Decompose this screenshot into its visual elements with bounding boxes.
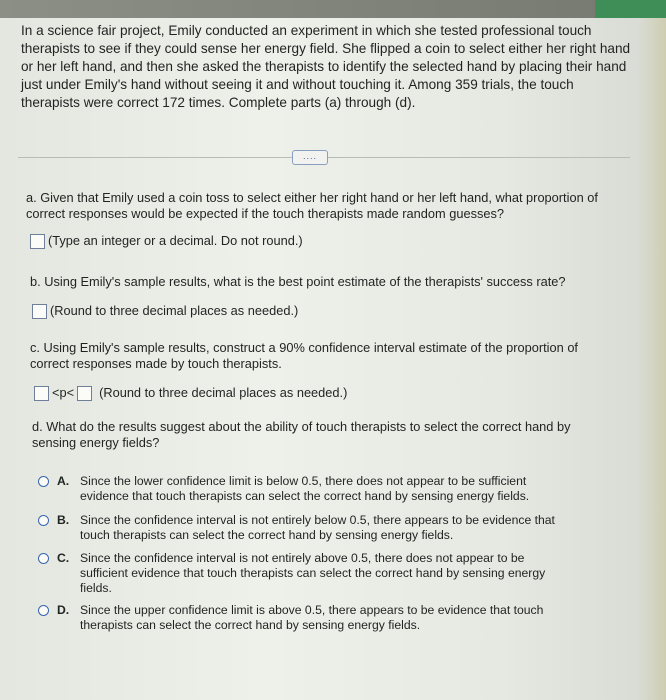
interval-operator: <p< bbox=[52, 385, 75, 400]
option-b-letter: B. bbox=[57, 513, 70, 527]
option-d-letter: D. bbox=[57, 603, 70, 617]
option-a-letter: A. bbox=[57, 474, 70, 488]
answer-b-input[interactable] bbox=[32, 304, 47, 319]
option-a-radio[interactable] bbox=[38, 476, 49, 487]
option-d-text: Since the upper confidence limit is above 0.5, there appears to be evidence that touch therapists can select the correct hand by sensing energy fields. bbox=[80, 603, 544, 632]
answer-c-hint: (Round to three decimal places as needed.) bbox=[99, 385, 348, 400]
option-c-radio[interactable] bbox=[38, 553, 49, 564]
answer-b-row bbox=[32, 303, 298, 319]
question-b: b. Using Emily's sample results, what is the best point estimate of the therapists' success rate? bbox=[30, 274, 566, 289]
expand-button[interactable]: .... bbox=[292, 150, 328, 165]
question-c: c. Using Emily's sample results, construct a 90% confidence interval estimate of the proportion of correct responses made by touch therapists. bbox=[30, 340, 578, 371]
option-b-text: Since the confidence interval is not entirely below 0.5, there appears to be evidence that touch therapists can select the correct hand by sensing energy fields. bbox=[80, 513, 555, 542]
question-a: a. Given that Emily used a coin toss to select either her right hand or her left hand, what proportion of correct responses would be expected if the touch therapists made random guesses? bbox=[26, 190, 598, 221]
answer-b-hint: (Round to three decimal places as needed.) bbox=[50, 303, 299, 318]
answer-c-lower-input[interactable] bbox=[34, 386, 49, 401]
answer-c-upper-input[interactable] bbox=[77, 386, 92, 401]
answer-c-row bbox=[34, 385, 347, 401]
option-c-letter: C. bbox=[57, 551, 70, 565]
edge-shading bbox=[638, 18, 666, 700]
problem-statement: In a science fair project, Emily conducted an experiment in which she tested professional touch therapists to see if they could sense her energy field. She flipped a coin to select either her right hand or her left hand, and then she asked the therapists to identify the selected hand by placing their hand just under Emily's hand without seeing it and without touching it. Among 359 trials, the touch therapists were correct 172 times. Complete parts (a) through (d). bbox=[21, 23, 631, 110]
option-b-radio[interactable] bbox=[38, 515, 49, 526]
answer-a-input[interactable] bbox=[30, 234, 45, 249]
option-c-text: Since the confidence interval is not entirely above 0.5, there does not appear to be sufficient evidence that touch therapists can select the correct hand by sensing energy fields. bbox=[80, 551, 546, 595]
option-a-text: Since the lower confidence limit is below 0.5, there does not appear to be sufficient evidence that touch therapists can select the correct hand by sensing energy fields. bbox=[80, 474, 530, 503]
top-bar-accent bbox=[595, 0, 666, 18]
top-bar bbox=[0, 0, 666, 18]
answer-a-row bbox=[30, 233, 303, 249]
question-d: d. What do the results suggest about the ability of touch therapists to select the correct hand by sensing energy fields? bbox=[32, 419, 571, 450]
option-d-radio[interactable] bbox=[38, 605, 49, 616]
answer-a-hint: (Type an integer or a decimal. Do not round.) bbox=[48, 233, 303, 248]
